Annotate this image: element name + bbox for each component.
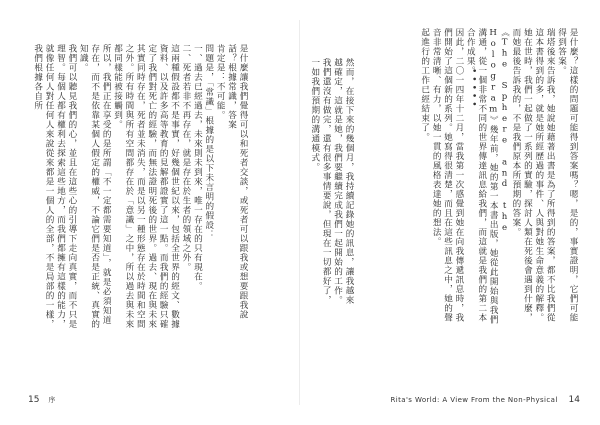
paragraph: 《The Sphere and the Hologram》幾年前，她的第一本書出版，她從此開始與我們溝通，從一個非常不同的世界傳達訊息給我們，而這就是我們的第二本合作成果。	[465, 28, 510, 325]
paragraph: 肯定是：不可能。	[215, 44, 226, 120]
right-footer	[391, 395, 581, 405]
section-break-ornament: •••••	[468, 68, 478, 110]
paragraph: 這兩種假設都不是事實，好幾個世紀以來，包括全世界的經文、數據資料、以及許多高等教育的見解都證實了這一點。而我們的經驗只確定了我們對死亡的經驗，而無法證明死後的世界。過去、現在與未來其實同時存在，死者並未消失，而是以另一種形態存在於時間和空間之外。所有時間與所有空間都存在於「意識」之中，所以過去與未來都同樣能被接觸到。	[112, 44, 180, 329]
paragraph: 問題是，「常識」根據的是以下未言明的假設：	[203, 44, 214, 240]
right-page-body	[332, 28, 578, 328]
paragraph: 起進行的工作已經結束了。	[419, 28, 430, 142]
page-number-left: 15	[28, 395, 40, 405]
paragraph: 我們可以聽見我們的心，並且在這些心的引導下走向真實，而不只是理智。每個人都有權利去探索這些地方，而我們都擁有這樣的能力，就像任何人對任何人來說從來都是一個人的全部，不是局部的一樣，我們根據各自所	[32, 44, 77, 329]
page-number-right: 14	[568, 395, 580, 405]
right-page-body-tail	[309, 58, 354, 308]
running-head-left: 序	[48, 396, 56, 404]
paragraph: 一、過去已經過去，未來則未到來，唯一存在的只有現在。	[192, 44, 203, 291]
paragraph: 然而，在接下來的幾個月，我持續記錄她的訊息，讓我越來越確定，這就是她，我們要繼續完成我們一起開始的工作。我們還沒有做完，還有很多事情要說，但現在一切都好了，一如我們預期的溝通模式。	[309, 58, 354, 305]
paragraph: 是什麼？這樣的問題可能得到答案嗎？嗯，是的，事實證明，它們可能得到答案。	[556, 28, 578, 323]
paragraph: 所以，我們正在享受的是所謂「不一定都需要知道」，就是必須知道存在，而不是依靠某個人假定的權威，不論它們是否是正統、真實的知識。	[78, 44, 112, 329]
left-footer	[28, 395, 56, 405]
paragraph: 二、死者若非不再存在，就是存在於生者的領域之外。	[180, 44, 191, 272]
running-head-right: Rita's World: A View From the Non-Physical	[390, 396, 558, 404]
paragraph: 因此，二〇一四年十二月，當我第一次感覺到她在向我傳遞訊息時，我們開始了這個新的系列。她寫得很清楚，而且在這些訊息之中，她的聲音非常清晰、有力，以她一貫的風格表達她的想法。	[431, 28, 464, 323]
paragraph: 是什麼讓我們覺得可以和死者交談，或死者可以跟我或想要跟我說話？根據常識，答案	[226, 44, 248, 320]
paragraph: 瑞塔後來告訴我，她說她藉著出書是為了所得到的答案，都不比我們從這本書得到的多，就是她所經歷過的事件、人與對她生命意義的解釋。她在世時，我們一起做了一系列的實驗，探討人類在死後會遇到什麼，而她最後告訴我的，不是我們原本所預期的答案。	[510, 28, 556, 323]
left-page-body	[20, 44, 248, 334]
right-page	[300, 0, 600, 425]
